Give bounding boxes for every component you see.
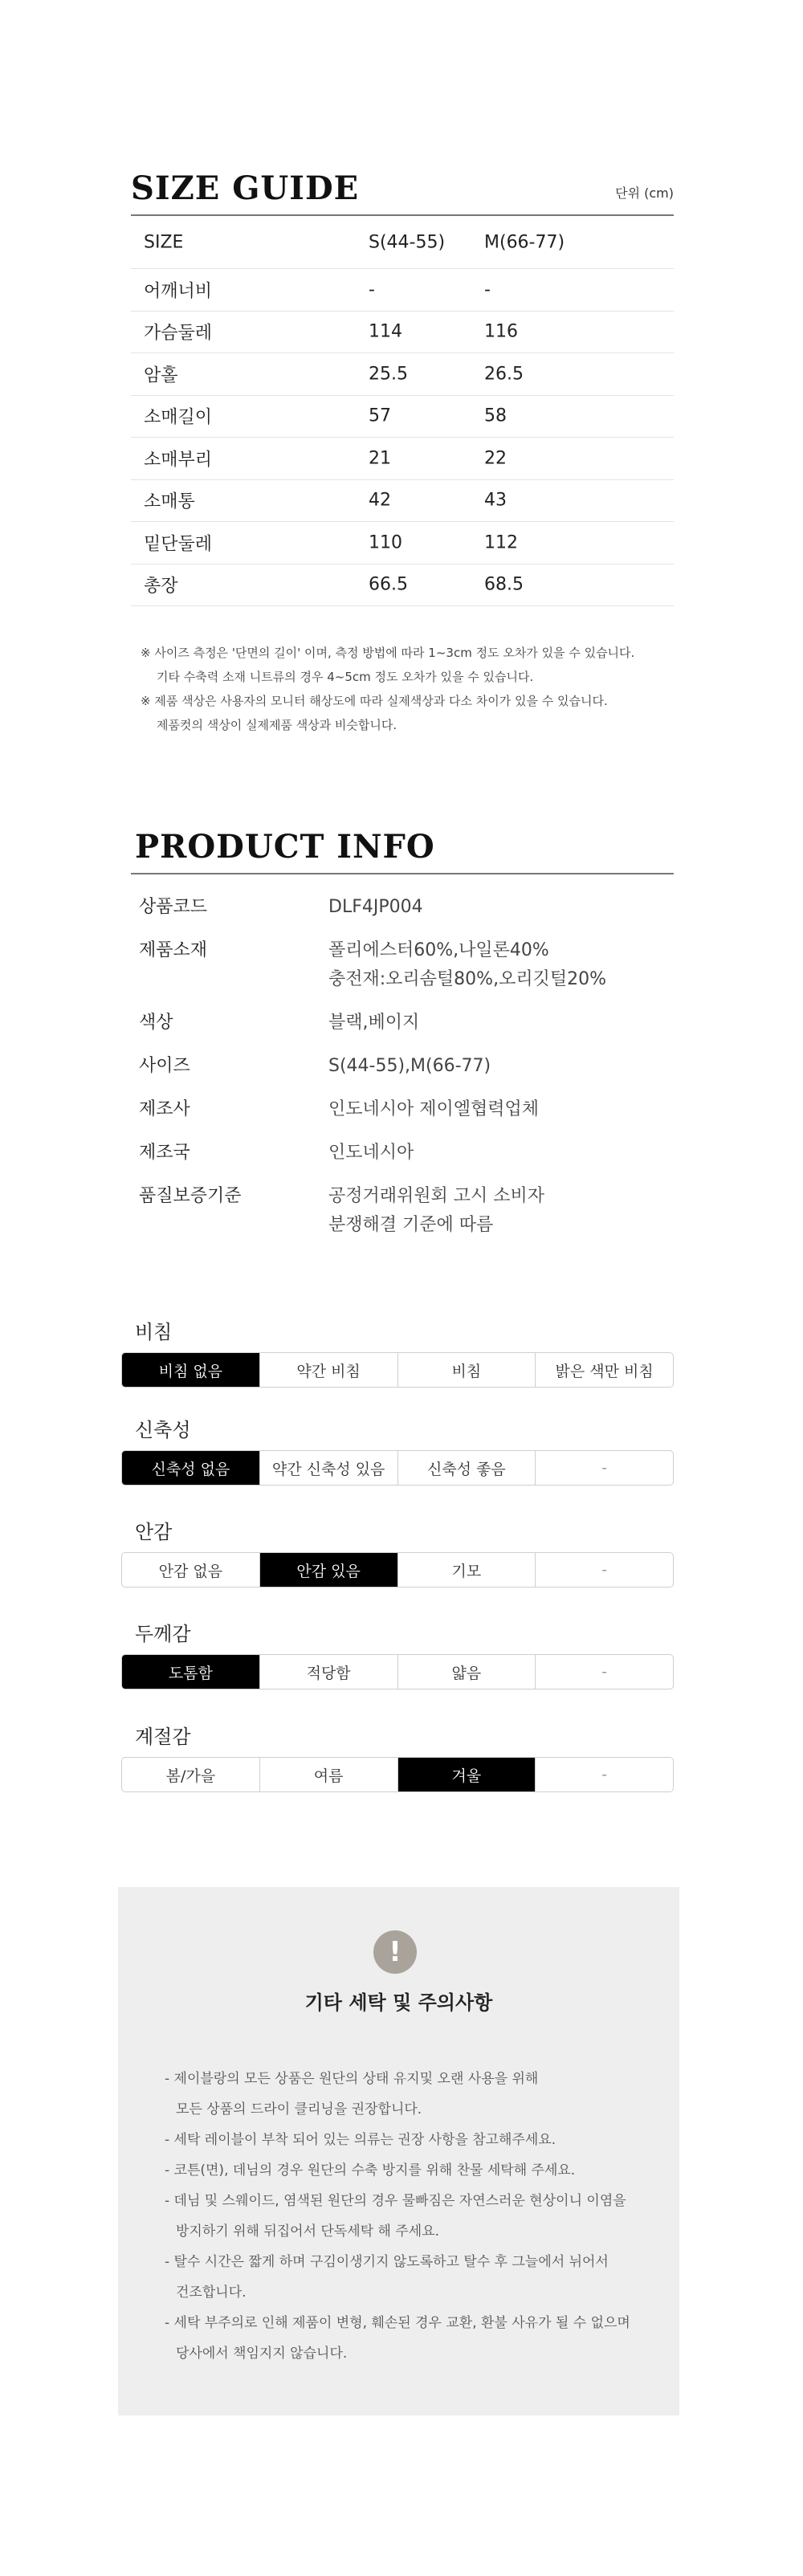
measurement-m: - — [484, 279, 491, 300]
measurement-m: 116 — [484, 321, 518, 342]
care-line: 건조합니다. — [176, 2285, 247, 2301]
attr-option[interactable]: 얇음 — [398, 1655, 536, 1689]
measurement-s: 21 — [369, 448, 391, 469]
info-value: DLF4JP004 — [328, 897, 423, 917]
measurement-s: 57 — [369, 406, 391, 426]
attr-option[interactable]: 적당함 — [260, 1655, 398, 1689]
care-line: - 세탁 부주의로 인해 제품이 변형, 훼손된 경우 교환, 환불 사유가 될 수 없으며 — [165, 2315, 630, 2331]
table-row — [131, 438, 674, 480]
attr-option[interactable]: 안감 없음 — [122, 1553, 260, 1587]
care-title: 기타 세탁 및 주의사항 — [304, 1991, 493, 2014]
attr-label: 안감 — [135, 1521, 173, 1543]
size-unit-label: 단위 (cm) — [615, 185, 674, 201]
attr-option[interactable]: 겨울 — [398, 1758, 536, 1791]
measurement-name: 어깨너비 — [144, 281, 213, 302]
measurement-s: 66.5 — [369, 574, 408, 595]
measurement-s: - — [369, 279, 375, 300]
product-info-divider — [131, 873, 674, 874]
attr-options — [121, 1552, 674, 1588]
attr-option[interactable]: 비침 없음 — [122, 1353, 260, 1387]
measurement-name: 총장 — [144, 576, 178, 597]
attr-option[interactable]: - — [601, 1766, 608, 1783]
table-row — [131, 396, 674, 438]
attr-options — [121, 1450, 674, 1486]
table-row — [131, 312, 674, 354]
measurement-s: 114 — [369, 321, 402, 342]
measurement-name: 밑단둘레 — [144, 534, 213, 555]
table-row — [131, 522, 674, 565]
product-info-title: PRODUCT INFO — [135, 828, 435, 866]
measurement-name: 소매통 — [144, 491, 195, 512]
measurement-m: 68.5 — [484, 574, 524, 595]
info-label: 제조사 — [139, 1099, 190, 1119]
size-note: 기타 수축력 소재 니트류의 경우 4~5cm 정도 오차가 있을 수 있습니다. — [157, 670, 534, 684]
attr-option[interactable]: 봄/가을 — [122, 1758, 260, 1791]
measurement-m: 26.5 — [484, 364, 524, 385]
info-label: 사이즈 — [139, 1056, 190, 1076]
attr-option[interactable]: 신축성 없음 — [122, 1451, 260, 1485]
attr-option[interactable]: 약간 신축성 있음 — [260, 1451, 398, 1485]
info-label: 제품소재 — [139, 940, 208, 960]
exclamation-icon: ! — [373, 1930, 417, 1974]
care-line: 모든 상품의 드라이 클리닝을 권장합니다. — [176, 2101, 422, 2117]
care-line: 당사에서 책임지지 않습니다. — [176, 2346, 348, 2362]
attr-option[interactable]: - — [601, 1663, 608, 1681]
info-value: S(44-55),M(66-77) — [328, 1056, 491, 1076]
size-note: 제품컷의 색상이 실제제품 색상과 비슷합니다. — [157, 718, 397, 732]
size-table-header — [131, 216, 674, 269]
care-line: - 제이블랑의 모든 상품은 원단의 상태 유지및 오랜 사용을 위해 — [165, 2071, 539, 2087]
info-value: 블랙,베이지 — [328, 1013, 420, 1033]
measurement-s: 110 — [369, 532, 402, 553]
measurement-m: 58 — [484, 406, 507, 426]
info-value-line2: 충전재:오리솜털80%,오리깃털20% — [328, 969, 606, 989]
size-guide-title: SIZE GUIDE — [131, 169, 360, 207]
info-value-line2: 분쟁해결 기준에 따름 — [328, 1215, 494, 1235]
attr-option[interactable]: 기모 — [398, 1553, 536, 1587]
info-value: 폴리에스터60%,나일론40% — [328, 940, 549, 960]
attr-option[interactable]: 비침 — [398, 1353, 536, 1387]
care-line: - 코튼(면), 데님의 경우 원단의 수축 방지를 위해 찬물 세탁해 주세요. — [165, 2162, 576, 2179]
care-line: - 탈수 시간은 짧게 하며 구김이생기지 않도록하고 탈수 후 그늘에서 뉘어서 — [165, 2254, 609, 2270]
size-note: ※ 제품 색상은 사용자의 모니터 해상도에 따라 실제색상과 다소 차이가 있을 수 있습니다. — [141, 694, 608, 708]
attr-option[interactable]: 약간 비침 — [260, 1353, 398, 1387]
attr-label: 신축성 — [135, 1419, 191, 1441]
info-value: 인도네시아 제이엘협력업체 — [328, 1099, 540, 1119]
attr-label: 두께감 — [135, 1623, 191, 1645]
info-value: 공정거래위원회 고시 소비자 — [328, 1186, 545, 1206]
info-label: 제조국 — [139, 1143, 190, 1163]
attr-option[interactable]: - — [601, 1561, 608, 1579]
care-list — [165, 2064, 662, 2369]
attr-label: 비침 — [135, 1321, 173, 1343]
attr-option[interactable]: - — [601, 1459, 608, 1477]
attr-option[interactable]: 여름 — [260, 1758, 398, 1791]
measurement-s: 25.5 — [369, 364, 408, 385]
care-line: - 세탁 레이블이 부착 되어 있는 의류는 권장 사항을 참고해주세요. — [165, 2132, 556, 2148]
size-table — [131, 216, 674, 606]
attr-option[interactable]: 신축성 좋음 — [398, 1451, 536, 1485]
size-header-m: M(66-77) — [484, 232, 565, 252]
measurement-m: 43 — [484, 490, 507, 511]
table-row — [131, 480, 674, 523]
attr-option[interactable]: 밝은 색만 비침 — [555, 1362, 654, 1380]
measurement-name: 가슴둘레 — [144, 323, 213, 344]
care-line: 방지하기 위해 뒤집어서 단독세탁 해 주세요. — [176, 2223, 440, 2240]
info-value: 인도네시아 — [328, 1143, 414, 1163]
attr-label: 계절감 — [135, 1726, 191, 1748]
care-line: - 데님 및 스웨이드, 염색된 원단의 경우 물빠짐은 자연스러운 현상이니 이염을 — [165, 2193, 626, 2209]
measurement-m: 112 — [484, 532, 518, 553]
measurement-name: 소매부리 — [144, 450, 213, 471]
measurement-s: 42 — [369, 490, 391, 511]
measurement-m: 22 — [484, 448, 507, 469]
care-instructions-box — [118, 1887, 679, 2415]
size-header-label: SIZE — [144, 232, 184, 252]
size-header-s: S(44-55) — [369, 232, 446, 252]
attr-option[interactable]: 안감 있음 — [260, 1553, 398, 1587]
measurement-name: 암홀 — [144, 365, 178, 386]
info-label: 품질보증기준 — [139, 1186, 242, 1206]
info-label: 색상 — [139, 1013, 173, 1033]
info-label: 상품코드 — [139, 897, 208, 917]
size-notes — [141, 641, 671, 737]
attr-option[interactable]: 도톰함 — [122, 1655, 260, 1689]
measurement-name: 소매길이 — [144, 407, 213, 428]
attr-options — [121, 1654, 674, 1689]
table-row — [131, 353, 674, 396]
attr-options — [121, 1352, 674, 1388]
table-row — [131, 269, 674, 312]
size-note: ※ 사이즈 측정은 '단면의 길이' 이며, 측정 방법에 따라 1~3cm 정도 오차가 있을 수 있습니다. — [141, 646, 635, 660]
attr-options — [121, 1757, 674, 1792]
table-row — [131, 565, 674, 607]
